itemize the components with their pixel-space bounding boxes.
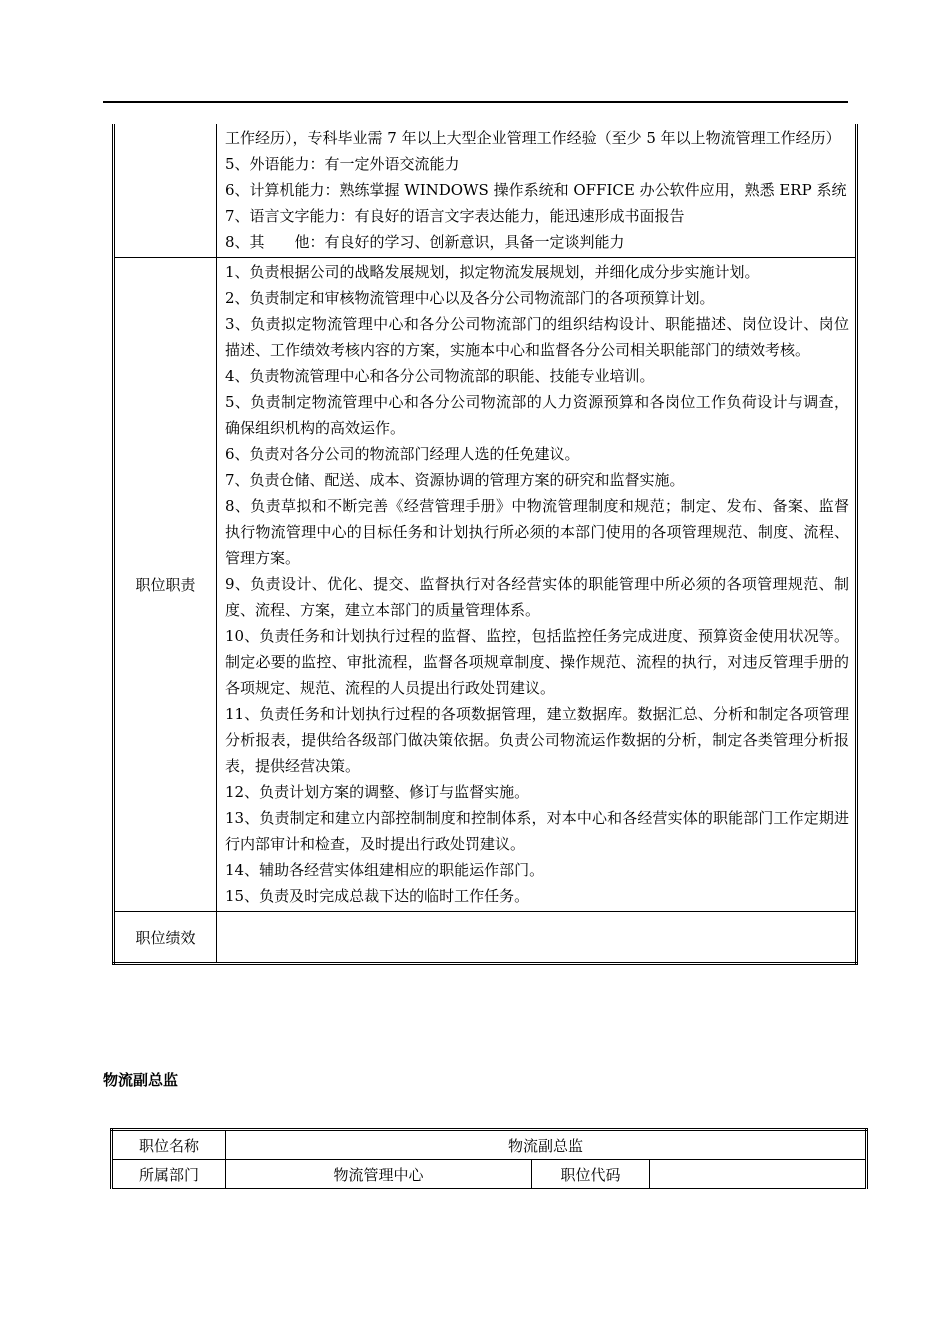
performance-cell <box>217 912 857 964</box>
position-code-value <box>650 1160 867 1189</box>
header-rule <box>103 101 848 103</box>
duty-item: 3、负责拟定物流管理中心和各分公司物流部门的组织结构设计、职能描述、岗位设计、岗位描述、工作绩效考核内容的方案，实施本中心和监督各分公司相关职能部门的绩效考核。 <box>225 315 849 359</box>
department-label: 所属部门 <box>112 1160 226 1189</box>
duty-item: 11、负责任务和计划执行过程的各项数据管理，建立数据库。数据汇总、分析和制定各项管理分析报表，提供给各级部门做决策依据。负责公司物流运作数据的分析，制定各类管理分析报表，提供经营决策。 <box>225 705 849 775</box>
qualification-row <box>114 124 857 258</box>
qualification-line: 7、语言文字能力：有良好的语言文字表达能力，能迅速形成书面报告 <box>225 207 685 225</box>
duty-item: 13、负责制定和建立内部控制制度和控制体系，对本中心和各经营实体的职能部门工作定期进行内部审计和检查，及时提出行政处罚建议。 <box>225 809 849 853</box>
position-name-row <box>112 1130 867 1160</box>
performance-row <box>114 912 857 964</box>
job-description-table <box>112 124 858 965</box>
position-code-label: 职位代码 <box>532 1160 650 1189</box>
department-row <box>112 1160 867 1189</box>
duties-row <box>114 258 857 912</box>
duty-item: 7、负责仓储、配送、成本、资源协调的管理方案的研究和监督实施。 <box>225 471 685 489</box>
position-name-value: 物流副总监 <box>226 1130 867 1160</box>
qualification-label-cell <box>114 124 217 258</box>
duty-item: 4、负责物流管理中心和各分公司物流部的职能、技能专业培训。 <box>225 367 655 385</box>
position-info-table <box>110 1128 868 1189</box>
duty-item: 12、负责计划方案的调整、修订与监督实施。 <box>225 783 530 801</box>
performance-label: 职位绩效 <box>114 912 217 964</box>
duty-item: 2、负责制定和审核物流管理中心以及各分公司物流部门的各项预算计划。 <box>225 289 715 307</box>
department-value: 物流管理中心 <box>226 1160 532 1189</box>
duty-item: 6、负责对各分公司的物流部门经理人选的任免建议。 <box>225 445 580 463</box>
position-name-label: 职位名称 <box>112 1130 226 1160</box>
duties-label: 职位职责 <box>114 258 217 912</box>
duties-cell <box>217 258 857 912</box>
qualification-line: 5、外语能力：有一定外语交流能力 <box>225 155 460 173</box>
duty-item: 9、负责设计、优化、提交、监督执行对各经营实体的职能管理中所必须的各项管理规范、制度、流程、方案，建立本部门的质量管理体系。 <box>225 575 849 619</box>
qualification-line: 6、计算机能力：熟练掌握 WINDOWS 操作系统和 OFFICE 办公软件应用，熟悉 ERP 系统 <box>225 181 847 199</box>
duty-item: 1、负责根据公司的战略发展规划，拟定物流发展规划，并细化成分步实施计划。 <box>225 263 760 281</box>
duty-item: 10、负责任务和计划执行过程的监督、监控，包括监控任务完成进度、预算资金使用状况等。制定必要的监控、审批流程，监督各项规章制度、操作规范、流程的执行，对违反管理手册的各项规定、规范、流程的人员提出行政处罚建议。 <box>225 627 849 697</box>
qualification-line: 8、其 他：有良好的学习、创新意识，具备一定谈判能力 <box>225 233 625 251</box>
duty-item: 8、负责草拟和不断完善《经营管理手册》中物流管理制度和规范；制定、发布、备案、监督执行物流管理中心的目标任务和计划执行所必须的本部门使用的各项管理规范、制度、流程、管理方案。 <box>225 497 849 567</box>
duty-item: 14、辅助各经营实体组建相应的职能运作部门。 <box>225 861 545 879</box>
duty-item: 15、负责及时完成总裁下达的临时工作任务。 <box>225 887 530 905</box>
qualification-cell <box>217 124 857 258</box>
section-title: 物流副总监 <box>103 1071 179 1089</box>
duty-item: 5、负责制定物流管理中心和各分公司物流部的人力资源预算和各岗位工作负荷设计与调查，确保组织机构的高效运作。 <box>225 393 849 437</box>
qualification-line: 工作经历），专科毕业需 7 年以上大型企业管理工作经验（至少 5 年以上物流管理工作经历） <box>225 129 841 147</box>
